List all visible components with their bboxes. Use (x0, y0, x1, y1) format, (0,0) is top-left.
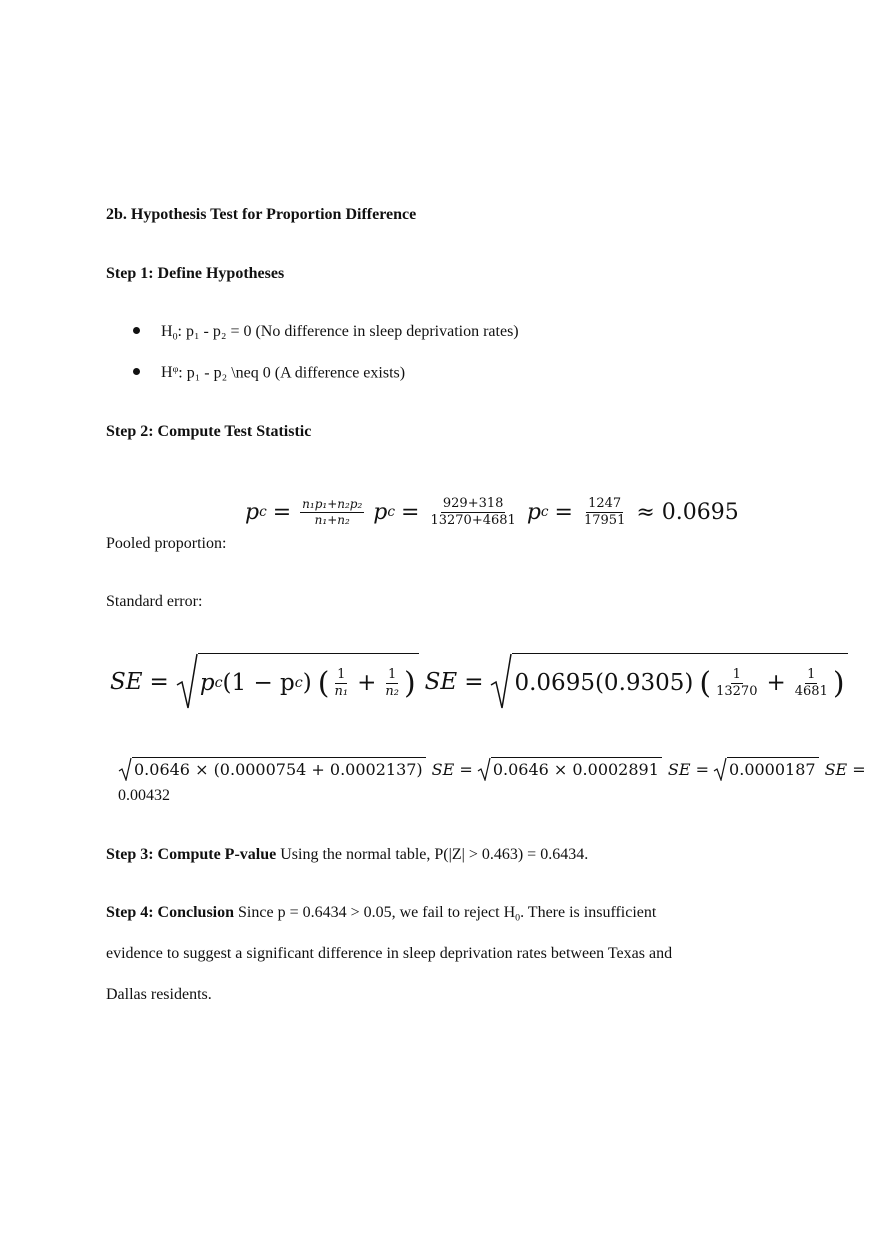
pc-subscript: c (294, 675, 303, 691)
pc-subscript: c (540, 504, 549, 521)
fraction-numerator: 929+318 (442, 496, 504, 511)
se-inner-close: ) (302, 670, 312, 696)
step4-paragraph-line2: evidence to suggest a significant difference in sleep deprivation rates between Texas and (106, 945, 673, 962)
step3-heading: Step 3: Compute P-value (106, 846, 277, 863)
null-hypothesis-text: : p₁ - p₂ = 0 (No difference in sleep deprivation rates) (177, 323, 519, 340)
pc-subscript: c (259, 504, 267, 521)
se-equals: SE = (431, 759, 473, 779)
se-formula-sqrt: p c (1 − p c ) ( $\frac{1}{\text{n₁}}$ + $\frac{1}{\text{n₂}}$ ) (176, 653, 419, 711)
step4-text-a: Since p = 0.6434 > 0.05, we fail to reject H (234, 904, 516, 921)
se-equals: SE = (824, 759, 866, 779)
se-inner-text: (1 − p (222, 670, 295, 696)
alt-hypothesis-text: : p₁ - p₂ \neq 0 (A difference exists) (178, 364, 406, 382)
step4-paragraph-line3: Dallas residents. (106, 986, 212, 1003)
sqrt-term-1-text: 0.0646 × (0.0000754 + 0.0002137) (132, 757, 426, 779)
pc-symbol: p (373, 499, 388, 525)
sqrt-icon (176, 653, 198, 711)
fraction-numerator: 1 (807, 666, 816, 682)
step3-text: Using the normal table, P(|Z| > 0.463) = 0.6434. (276, 846, 589, 863)
se-values-sqrt: 0.0695(0.9305) ( $\frac{1}{13270}$ + $\frac{1}{4681}$ ) (490, 653, 847, 711)
fraction-denominator: 13270 (716, 683, 758, 699)
fraction-denominator: 17951 (583, 512, 626, 528)
alt-hypothesis-superscript: φ (172, 364, 179, 375)
null-hypothesis-symbol: H (161, 323, 173, 340)
sqrt-term-1 (118, 757, 426, 781)
se-computation-line (118, 757, 866, 781)
fraction-numerator: 1 (732, 666, 741, 682)
pc-symbol: p (199, 670, 215, 696)
pooled-result: ≈ 0.0695 (636, 499, 739, 525)
fraction-denominator: n₂ (385, 683, 399, 699)
step2-heading: Step 2: Compute Test Statistic (106, 423, 312, 440)
document-title: 2b. Hypothesis Test for Proportion Difference (106, 206, 417, 223)
fraction-numerator: 1 (337, 666, 346, 682)
fraction-numerator: n₁p₁+n₂p₂ (302, 497, 363, 512)
sqrt-term-3 (713, 757, 819, 781)
fraction-denominator: n₁ (334, 683, 349, 699)
pc-subscript: c (387, 504, 396, 521)
sqrt-icon (490, 653, 512, 711)
step1-heading: Step 1: Define Hypotheses (106, 265, 285, 282)
fraction-numerator: 1 (388, 666, 397, 682)
hypothesis-null-item (133, 323, 519, 342)
pooled-proportion-label: Pooled proportion: (106, 535, 227, 552)
standard-error-label: Standard error: (106, 593, 203, 610)
se-symbol: SE (110, 669, 143, 695)
standard-error-equation: SE = p c (1 − p c ) ( $\frac{1}{\text{n₁}}$ + $\frac{1}{\text{n₂}}$ ) SE = 0.0695(0.9305) ( $\frac{1}{13270}$ + $\frac{1}{4681}$ ) (110, 653, 848, 711)
se-equals: SE = (667, 759, 710, 779)
se-values-text: 0.0695(0.9305) (514, 670, 694, 696)
pooled-sum-fraction (582, 497, 627, 527)
inverse-n1-fraction (332, 668, 350, 698)
se-symbol: SE (424, 669, 458, 695)
fraction-denominator: 4681 (794, 683, 828, 699)
pc-symbol: p (245, 499, 260, 525)
sqrt-icon (118, 757, 132, 781)
se-result: 0.00432 (118, 787, 170, 804)
sqrt-term-2 (477, 757, 662, 781)
fraction-numerator: 1247 (588, 496, 622, 511)
inverse-n2-fraction (383, 668, 401, 698)
fraction-denominator: 13270+4681 (430, 512, 516, 528)
bullet-icon (133, 368, 140, 375)
step4-paragraph-line1 (106, 904, 656, 923)
sqrt-icon (713, 757, 727, 781)
step4-h0-subscript: 0 (515, 912, 521, 924)
hypothesis-alt-item (133, 364, 405, 382)
pc-symbol: p (526, 499, 541, 525)
step4-text-b: . There is insufficient (520, 904, 657, 921)
step3-paragraph (106, 846, 588, 864)
bullet-icon (133, 327, 140, 334)
sqrt-term-3-text: 0.0000187 (727, 757, 819, 779)
sqrt-term-2-text: 0.0646 × 0.0002891 (491, 757, 662, 779)
fraction-denominator: n₁+n₂ (314, 512, 350, 527)
pc-subscript: c (214, 675, 223, 691)
pooled-formula-fraction (300, 498, 364, 526)
step4-heading: Step 4: Conclusion (106, 904, 235, 921)
pooled-proportion-equation: p c = $\frac{\text{n₁p₁+n₂p₂}}{\text{n₁+n₂}}$ p c = $\frac{929+318}{13270+4681}$ p c = $\frac{1247}{17951}$ ≈ 0.0695 (245, 496, 739, 528)
alt-hypothesis-symbol: H (161, 364, 173, 382)
pooled-values-fraction (428, 497, 517, 527)
inverse-4681-fraction (793, 668, 830, 698)
null-hypothesis-subscript: 0 (172, 331, 178, 343)
sqrt-icon (477, 757, 491, 781)
inverse-13270-fraction (714, 668, 759, 698)
